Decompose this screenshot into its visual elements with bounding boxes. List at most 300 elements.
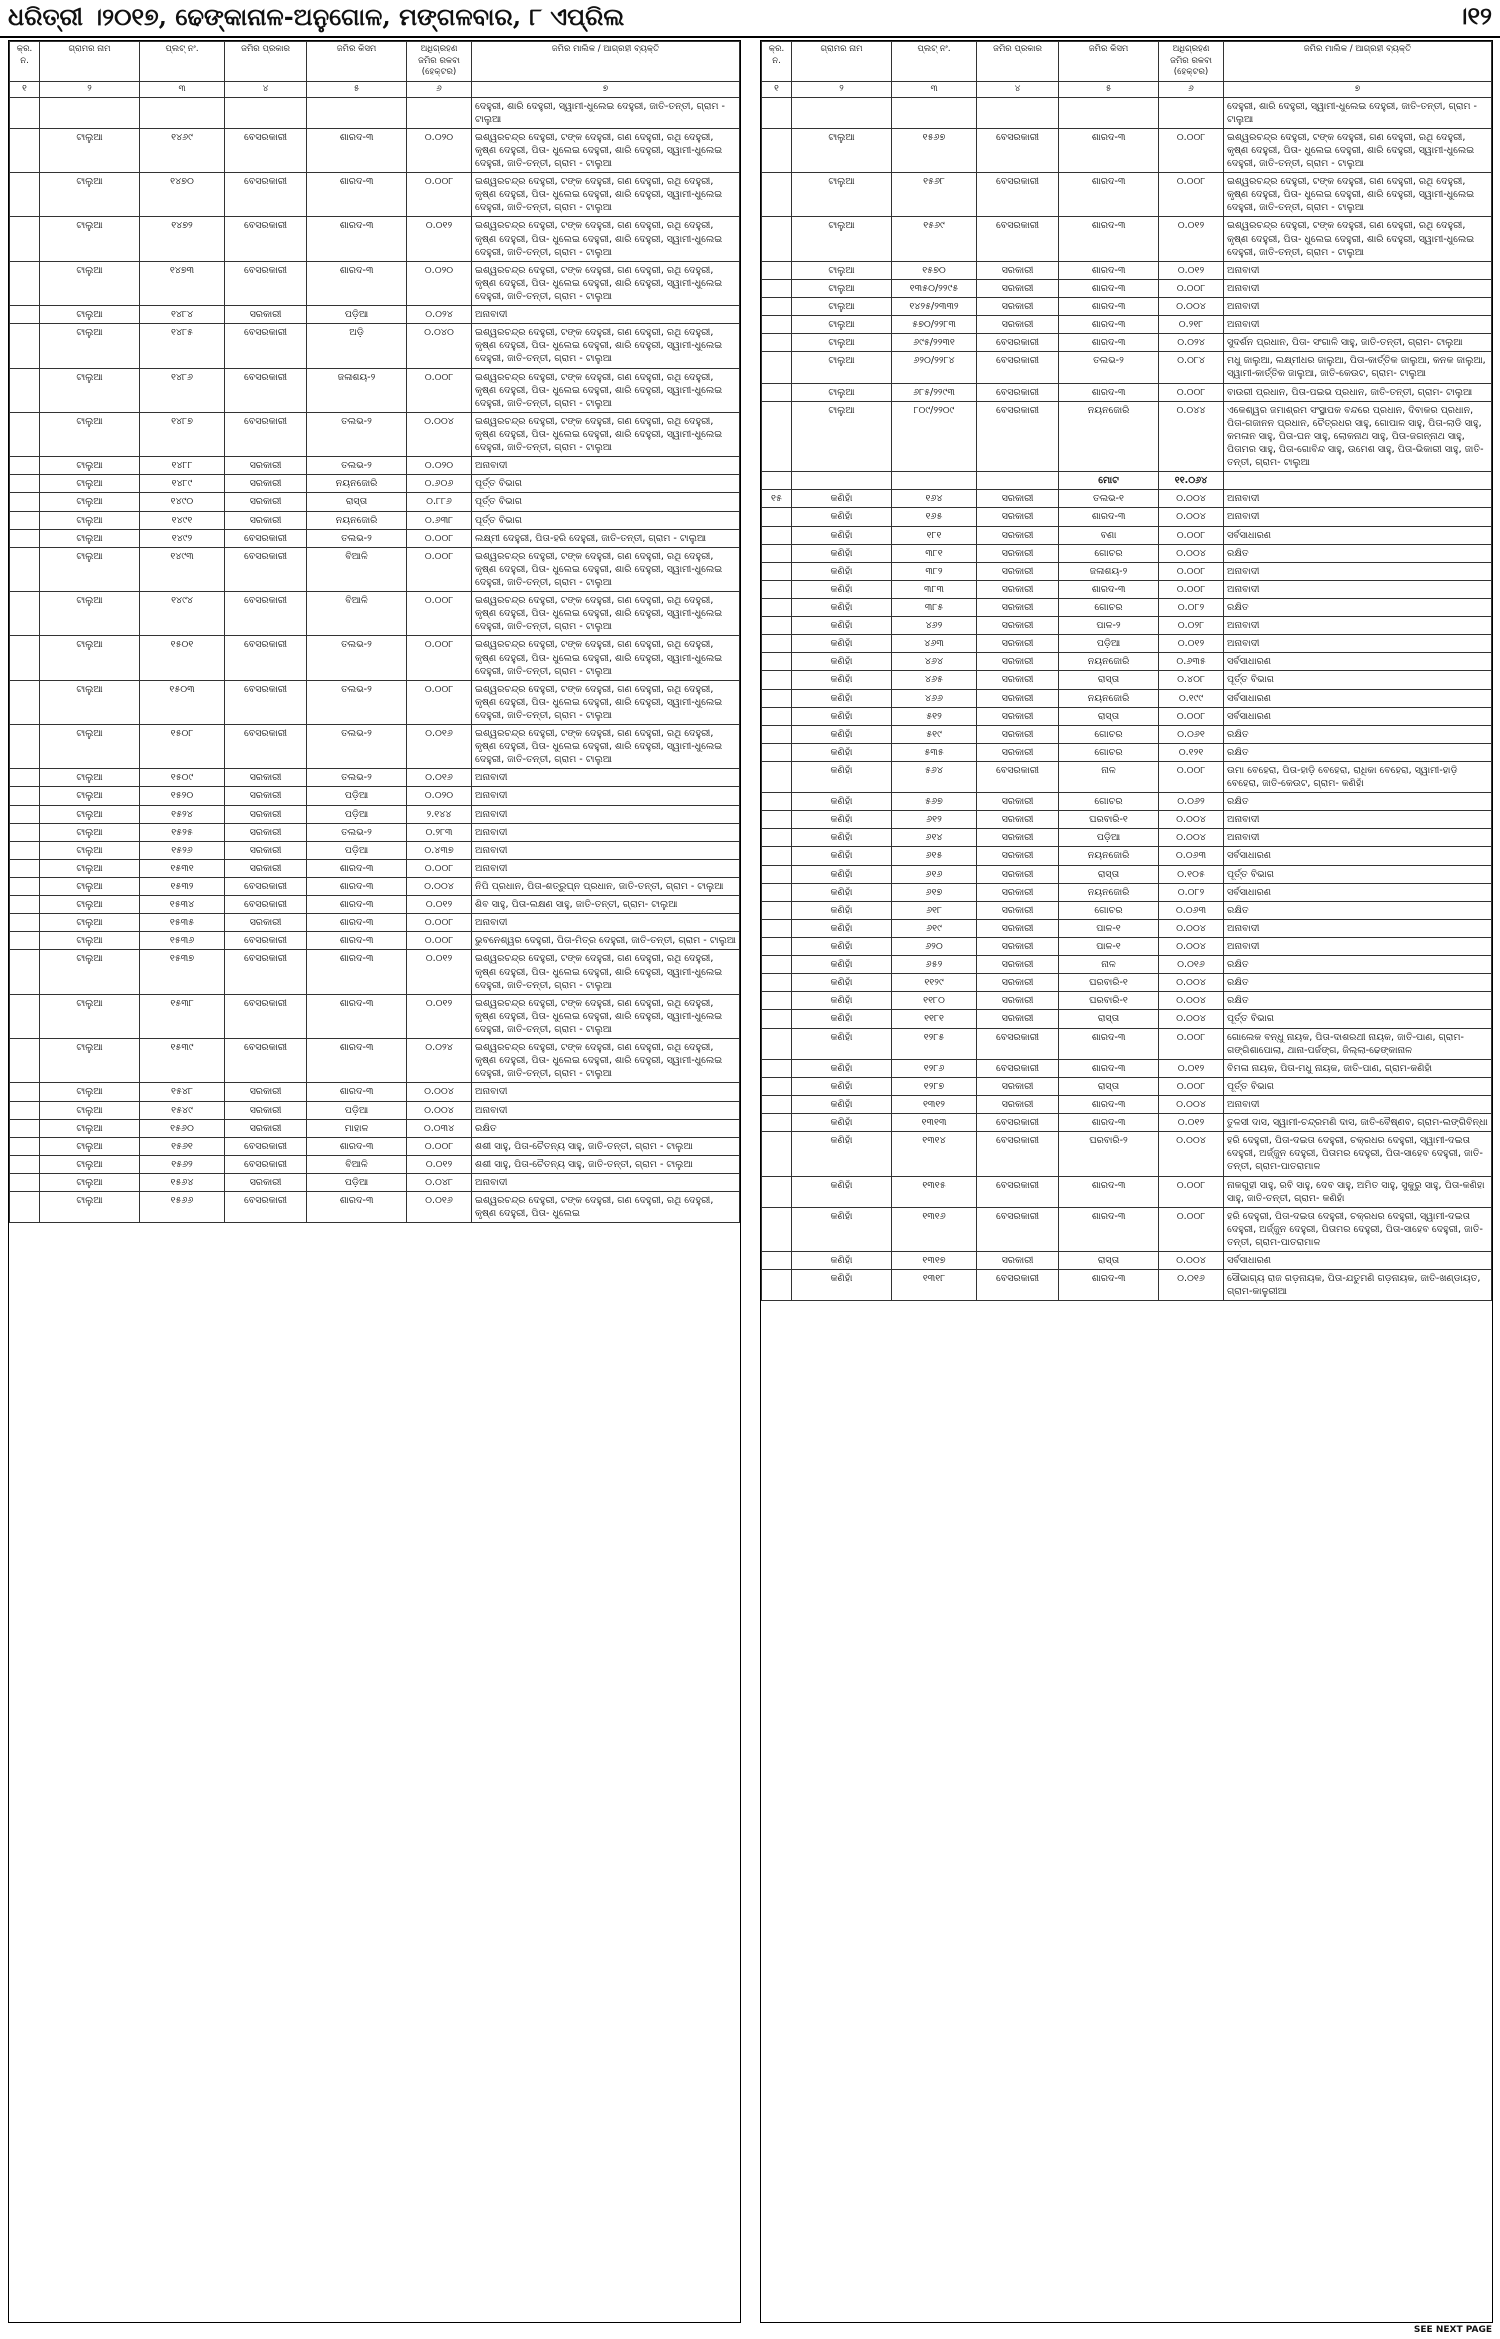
land-class-cell: ଶାରଦ-୩ bbox=[1059, 316, 1159, 334]
village-cell: ଟାଲୁଆ bbox=[792, 352, 892, 383]
plot-cell: ୧୩୫୦/୨୨୯୫ bbox=[892, 279, 977, 297]
land-class-cell: ଶାରଦ-୩ bbox=[1059, 1096, 1159, 1114]
land-class-cell: ଶାରଦ-୩ bbox=[307, 878, 407, 896]
land-type-cell bbox=[977, 97, 1059, 128]
owner-cell: ଦେହୁରୀ, ଶାରି ଦେହୁରୀ, ସ୍ୱାମୀ-ଧୁଲେଇ ଦେହୁରୀ, ଜାତି-ତନ୍ତୀ, ଗ୍ରାମ - ଟାଲୁଆ bbox=[1224, 97, 1492, 128]
total-row bbox=[762, 472, 1492, 490]
land-type-cell bbox=[977, 472, 1059, 490]
plot-cell: ୧୪୨୫/୨୩୩୨ bbox=[892, 297, 977, 315]
area-cell: ୦.୦୦୮ bbox=[407, 368, 472, 412]
serial-cell bbox=[10, 324, 40, 368]
table-row bbox=[10, 97, 740, 128]
plot-cell: ୧୪୮୬ bbox=[140, 368, 225, 412]
owner-cell: ଶଶୀ ସାହୁ, ପିତା-ଚୈତନ୍ୟ ସାହୁ, ଜାତି-ତନ୍ତୀ, ଗ୍ରାମ - ଟାଲୁଆ bbox=[472, 1137, 740, 1155]
table-row bbox=[10, 261, 740, 305]
serial-cell bbox=[10, 805, 40, 823]
area-cell: ୦.୦୦୪ bbox=[1159, 829, 1224, 847]
table-row bbox=[10, 841, 740, 859]
table-row bbox=[762, 635, 1492, 653]
column-number: ୫ bbox=[1059, 82, 1159, 97]
column-number: ୭ bbox=[472, 82, 740, 97]
land-class-cell: ଶାରଦ-୩ bbox=[307, 128, 407, 172]
plot-cell: ୬୧୪ bbox=[892, 829, 977, 847]
village-cell: ଟାଲୁଆ bbox=[40, 805, 140, 823]
village-cell: କଣିହାଁ bbox=[792, 1059, 892, 1077]
owner-cell: ପୂର୍ତ୍ତ ବିଭାଗ bbox=[472, 493, 740, 511]
village-cell: ଟାଲୁଆ bbox=[40, 1137, 140, 1155]
table-row bbox=[762, 653, 1492, 671]
land-type-cell: ବେସରକାରୀ bbox=[977, 1059, 1059, 1077]
table-row bbox=[762, 297, 1492, 315]
owner-cell: ଅନାବାଦୀ bbox=[1224, 617, 1492, 635]
serial-cell bbox=[10, 841, 40, 859]
land-table-left bbox=[9, 41, 740, 1223]
plot-cell: ୧୫୬୮ bbox=[892, 173, 977, 217]
column-number-row bbox=[10, 82, 740, 97]
land-type-cell: ବେସରକାରୀ bbox=[225, 896, 307, 914]
land-class-cell: ଶାରଦ-୩ bbox=[307, 994, 407, 1038]
area-cell: ୦.୦୧୬ bbox=[1159, 1270, 1224, 1301]
village-cell: କଣିହାଁ bbox=[792, 974, 892, 992]
serial-cell bbox=[762, 316, 792, 334]
village-cell: କଣିହାଁ bbox=[792, 992, 892, 1010]
land-type-cell: ବେସରକାରୀ bbox=[225, 932, 307, 950]
land-class-cell: ବଣା bbox=[1059, 526, 1159, 544]
land-class-cell: ଶାରଦ-୩ bbox=[1059, 1059, 1159, 1077]
plot-cell: ୧୪୮୯ bbox=[140, 475, 225, 493]
village-cell: ଟାଲୁଆ bbox=[40, 636, 140, 680]
plot-cell: ୧୪୮୭ bbox=[140, 412, 225, 456]
column-number: ୩ bbox=[140, 82, 225, 97]
land-class-cell: ଶାରଦ-୩ bbox=[307, 173, 407, 217]
area-cell: ୦.୦୦୮ bbox=[1159, 562, 1224, 580]
plot-cell: ୧୩୧୨ bbox=[892, 1096, 977, 1114]
village-cell: କଣିହାଁ bbox=[792, 1077, 892, 1095]
land-class-cell: ଶାରଦ-୩ bbox=[307, 217, 407, 261]
right-column bbox=[760, 40, 1493, 2323]
land-type-cell: ବେସରକାରୀ bbox=[225, 529, 307, 547]
area-cell: ୨.୧୪୪ bbox=[407, 805, 472, 823]
plot-cell: ୧୫୩୭ bbox=[140, 950, 225, 994]
owner-cell: ରକ୍ଷିତ bbox=[1224, 598, 1492, 616]
column-header: ଅଧିଗ୍ରହଣ ଜମିର ରକବା (ହେକ୍ଟର) bbox=[407, 42, 472, 82]
village-cell: ଟାଲୁଆ bbox=[40, 1083, 140, 1101]
land-type-cell: ସରକାରୀ bbox=[225, 1083, 307, 1101]
land-class-cell: ତଲଭ-୨ bbox=[307, 680, 407, 724]
page-number: ।୧୨ bbox=[1456, 2, 1492, 30]
column-number: ୫ bbox=[307, 82, 407, 97]
area-cell: ୦.୦୧୬ bbox=[407, 1192, 472, 1223]
serial-cell bbox=[10, 1119, 40, 1137]
land-class-cell: ଘରବାରି-୨ bbox=[1059, 1132, 1159, 1176]
serial-cell bbox=[10, 636, 40, 680]
land-class-cell: ପଡ଼ିଆ bbox=[307, 1101, 407, 1119]
village-cell: କଣିହାଁ bbox=[792, 490, 892, 508]
area-cell: ୦.୦୧୨ bbox=[1159, 261, 1224, 279]
land-class-cell: ଶାରଦ-୩ bbox=[1059, 508, 1159, 526]
serial-cell bbox=[10, 547, 40, 591]
land-type-cell: ବେସରକାରୀ bbox=[977, 401, 1059, 472]
village-cell: କଣିହାଁ bbox=[792, 617, 892, 635]
land-type-cell: ସରକାରୀ bbox=[977, 793, 1059, 811]
village-cell: କଣିହାଁ bbox=[792, 956, 892, 974]
table-row bbox=[10, 859, 740, 877]
land-table-right bbox=[761, 41, 1492, 1301]
area-cell: ୦.୦୦୮ bbox=[407, 173, 472, 217]
land-class-cell: ନାଳ bbox=[1059, 761, 1159, 792]
table-row bbox=[762, 1270, 1492, 1301]
serial-cell bbox=[762, 472, 792, 490]
serial-cell bbox=[762, 653, 792, 671]
area-cell: ୦.୦୨୮ bbox=[1159, 617, 1224, 635]
owner-cell: ଇଶ୍ୱରଚନ୍ଦ୍ର ଦେହୁରୀ, ଟଙ୍କ ଦେହୁରୀ, ଗଣ ଦେହୁରୀ, ରଥି ଦେହୁରୀ, କୃଷ୍ଣ ଦେହୁରୀ, ପିତା- ଧୁଲେଇ ଦେହୁରୀ, ଶାରି ଦେହୁରୀ, ସ୍ୱାମୀ-ଧୁଲେଇ ଦେହୁରୀ, ଜାତି-ତନ୍ତୀ, ଗ୍ରାମ - ଟାଲୁଆ bbox=[472, 994, 740, 1038]
plot-cell: ୫୭୦/୨୨୮୩ bbox=[892, 316, 977, 334]
area-cell: ୦.୦୦୮ bbox=[1159, 173, 1224, 217]
area-cell bbox=[1159, 97, 1224, 128]
table-row bbox=[10, 1174, 740, 1192]
area-cell: ୦.୦୨୦ bbox=[407, 128, 472, 172]
serial-cell bbox=[762, 261, 792, 279]
village-cell: ଟାଲୁଆ bbox=[40, 950, 140, 994]
plot-cell: ୫୧୨ bbox=[892, 707, 977, 725]
owner-cell: ପୂର୍ତ୍ତ ବିଭାଗ bbox=[1224, 865, 1492, 883]
village-cell: ଟାଲୁଆ bbox=[40, 725, 140, 769]
table-row bbox=[762, 1252, 1492, 1270]
area-cell: ୦.୬୩୫ bbox=[1159, 653, 1224, 671]
area-cell: ୦.୦୦୮ bbox=[407, 529, 472, 547]
column-number: ୬ bbox=[1159, 82, 1224, 97]
serial-cell bbox=[762, 217, 792, 261]
table-row bbox=[10, 1155, 740, 1173]
area-cell: ୦.୦୧୨ bbox=[407, 994, 472, 1038]
land-type-cell: ସରକାରୀ bbox=[225, 457, 307, 475]
land-class-cell bbox=[1059, 97, 1159, 128]
village-cell bbox=[792, 472, 892, 490]
village-cell: ଟାଲୁଆ bbox=[40, 859, 140, 877]
column-header: ଗ୍ରାମର ନାମ bbox=[792, 42, 892, 82]
table-row bbox=[10, 306, 740, 324]
land-type-cell: ସରକାରୀ bbox=[977, 992, 1059, 1010]
village-cell: କଣିହାଁ bbox=[792, 1010, 892, 1028]
area-cell: ୦.୦୦୮ bbox=[1159, 128, 1224, 172]
area-cell: ୦.୦୬୩ bbox=[1159, 847, 1224, 865]
land-class-cell: ଶାରଦ-୩ bbox=[1059, 261, 1159, 279]
plot-cell: ୧୬୫ bbox=[892, 508, 977, 526]
owner-cell: ତୁଳସୀ ଦାସ, ସ୍ୱାମୀ-ଚନ୍ଦ୍ରମଣି ଦାସ, ଜାତି-ବୈଷ୍ଣବ, ଗ୍ରାମ-ଲଙ୍ଗିବିନ୍ଧା bbox=[1224, 1114, 1492, 1132]
serial-cell bbox=[10, 128, 40, 172]
serial-cell bbox=[762, 761, 792, 792]
land-class-cell: ଘରବାରି-୧ bbox=[1059, 992, 1159, 1010]
table-row bbox=[10, 823, 740, 841]
land-type-cell: ବେସରକାରୀ bbox=[225, 878, 307, 896]
land-class-cell: ଶାରଦ-୩ bbox=[1059, 1176, 1159, 1207]
land-type-cell: ସରକାରୀ bbox=[225, 493, 307, 511]
village-cell: ଟାଲୁଆ bbox=[40, 878, 140, 896]
serial-cell bbox=[762, 974, 792, 992]
land-type-cell: ବେସରକାରୀ bbox=[225, 680, 307, 724]
area-cell: ୦.୦୦୪ bbox=[1159, 1252, 1224, 1270]
village-cell: ଟାଲୁଆ bbox=[40, 823, 140, 841]
land-type-cell: ସରକାରୀ bbox=[225, 1101, 307, 1119]
table-row bbox=[10, 412, 740, 456]
land-class-cell: ଶାରଦ-୩ bbox=[1059, 173, 1159, 217]
land-type-cell: ବେସରକାରୀ bbox=[977, 1207, 1059, 1251]
plot-cell: ୧୫୩୬ bbox=[140, 932, 225, 950]
land-type-cell: ବେସରକାରୀ bbox=[977, 761, 1059, 792]
land-class-cell: ପାଳ-୧ bbox=[1059, 938, 1159, 956]
land-class-cell: ନାଳ bbox=[1059, 956, 1159, 974]
area-cell: ୦.୦୦୮ bbox=[407, 547, 472, 591]
table-row bbox=[10, 217, 740, 261]
serial-cell bbox=[762, 743, 792, 761]
owner-cell: ଇଶ୍ୱରଚନ୍ଦ୍ର ଦେହୁରୀ, ଟଙ୍କ ଦେହୁରୀ, ଗଣ ଦେହୁରୀ, ରଥି ଦେହୁରୀ, କୃଷ୍ଣ ଦେହୁରୀ, ପିତା- ଧୁଲେଇ ଦେହୁରୀ, ଶାରି ଦେହୁରୀ, ସ୍ୱାମୀ-ଧୁଲେଇ ଦେହୁରୀ, ଜାତି-ତନ୍ତୀ, ଗ୍ରାମ - ଟାଲୁଆ bbox=[472, 261, 740, 305]
serial-cell bbox=[762, 1114, 792, 1132]
serial-cell bbox=[762, 1270, 792, 1301]
owner-cell: ଅନାବାଦୀ bbox=[1224, 1096, 1492, 1114]
land-type-cell: ବେସରକାରୀ bbox=[225, 547, 307, 591]
table-row bbox=[762, 974, 1492, 992]
area-cell: ୦.୦୪୪ bbox=[1159, 401, 1224, 472]
village-cell: ଟାଲୁଆ bbox=[40, 1174, 140, 1192]
land-type-cell: ସରକାରୀ bbox=[225, 475, 307, 493]
serial-cell bbox=[762, 992, 792, 1010]
owner-cell: ଅନାବାଦୀ bbox=[472, 823, 740, 841]
table-row bbox=[10, 547, 740, 591]
owner-cell: ଅନାବାଦୀ bbox=[1224, 297, 1492, 315]
village-cell: ଟାଲୁଆ bbox=[40, 475, 140, 493]
land-class-cell: ଶାରଦ-୩ bbox=[1059, 128, 1159, 172]
table-row bbox=[762, 526, 1492, 544]
village-cell: କଣିହାଁ bbox=[792, 1207, 892, 1251]
owner-cell: ଇଶ୍ୱରଚନ୍ଦ୍ର ଦେହୁରୀ, ଟଙ୍କ ଦେହୁରୀ, ଗଣ ଦେହୁରୀ, ରଥି ଦେହୁରୀ, କୃଷ୍ଣ ଦେହୁରୀ, ପିତା- ଧୁଲେଇ ଦେହୁରୀ, ଶାରି ଦେହୁରୀ, ସ୍ୱାମୀ-ଧୁଲେଇ ଦେହୁରୀ, ଜାତି-ତନ୍ତୀ, ଗ୍ରାମ - ଟାଲୁଆ bbox=[472, 173, 740, 217]
village-cell: ଟାଲୁଆ bbox=[40, 324, 140, 368]
serial-cell bbox=[762, 352, 792, 383]
owner-cell: ସୁଦର୍ଶନ ପ୍ରଧାନ, ପିତା- ସଂଗାଳି ସାହୁ, ଜାତି-ତନ୍ତୀ, ଗ୍ରାମ- ଟାଲୁଆ bbox=[1224, 334, 1492, 352]
owner-cell: ସର୍ବସାଧାରଣ bbox=[1224, 707, 1492, 725]
plot-cell: ୪୬୩ bbox=[892, 635, 977, 653]
table-row bbox=[10, 1119, 740, 1137]
masthead: ଧରିତ୍ରୀ ।୨୦୧୭, ଢେଙ୍କାନାଳ-ଅନୁଗୋଳ, ମଙ୍ଗଳବାର, ୮ ଏପ୍ରିଲ bbox=[8, 2, 625, 31]
land-type-cell: ବେସରକାରୀ bbox=[225, 324, 307, 368]
serial-cell bbox=[762, 401, 792, 472]
village-cell: ଟାଲୁଆ bbox=[792, 334, 892, 352]
area-cell: ୦.୦୦୪ bbox=[1159, 938, 1224, 956]
owner-cell: ଅନାବାଦୀ bbox=[1224, 490, 1492, 508]
column-header: ଜମିର ପ୍ରକାର bbox=[977, 42, 1059, 82]
table-row bbox=[762, 743, 1492, 761]
owner-cell: ଇଶ୍ୱରଚନ୍ଦ୍ର ଦେହୁରୀ, ଟଙ୍କ ଦେହୁରୀ, ଗଣ ଦେହୁରୀ, ରଥି ଦେହୁରୀ, କୃଷ୍ଣ ଦେହୁରୀ, ପିତା- ଧୁଲେଇ ଦେହୁରୀ, ଶାରି ଦେହୁରୀ, ସ୍ୱାମୀ-ଧୁଲେଇ ଦେହୁରୀ, ଜାତି-ତନ୍ତୀ, ଗ୍ରାମ - ଟାଲୁଆ bbox=[472, 636, 740, 680]
area-cell: ୦.୦୦୮ bbox=[1159, 1028, 1224, 1059]
serial-cell bbox=[10, 1155, 40, 1173]
table-row bbox=[10, 1101, 740, 1119]
land-class-cell: ଶାରଦ-୩ bbox=[307, 261, 407, 305]
land-class-cell: ନୟନଜୋରି bbox=[1059, 689, 1159, 707]
serial-cell bbox=[10, 859, 40, 877]
land-type-cell: ସରକାରୀ bbox=[225, 769, 307, 787]
land-class-cell: ଶାରଦ-୩ bbox=[1059, 580, 1159, 598]
plot-cell: ୧୫୬୭ bbox=[892, 128, 977, 172]
owner-cell: ହରି ଦେହୁରୀ, ପିତା-ଦଇତା ଦେହୁରୀ, ଚକ୍ରଧର ଦେହୁରୀ, ସ୍ୱାମୀ-ଦଇତା ଦେହୁରୀ, ଅର୍ଜ୍ଜୁନ ଦେହୁରୀ, ପିତାମର ଦେହୁରୀ, ପିତା-ସାହେବ ଦେହୁରୀ, ଜାତି-ତନ୍ତୀ, ଗ୍ରାମ-ପାତରାମାଳ bbox=[1224, 1132, 1492, 1176]
area-cell: ୦.୦୦୮ bbox=[1159, 526, 1224, 544]
plot-cell: ୧୫୪୮ bbox=[140, 1083, 225, 1101]
owner-cell: ଅନାବାଦୀ bbox=[1224, 580, 1492, 598]
serial-cell bbox=[10, 511, 40, 529]
area-cell: ୦.୦୨୪ bbox=[1159, 334, 1224, 352]
village-cell: କଣିହାଁ bbox=[792, 1114, 892, 1132]
table-row bbox=[762, 173, 1492, 217]
serial-cell bbox=[762, 1252, 792, 1270]
owner-cell: ଉମା ବେହେରା, ପିତା-ହାଡ଼ି ବେହେରା, ରାଧିକା ବେହେରା, ସ୍ୱାମୀ-ହାଡ଼ି ବେହେରା, ଜାତି-କେଉଟ, ଗ୍ରାମ- କଣିହାଁ bbox=[1224, 761, 1492, 792]
plot-cell: ୧୩୧୬ bbox=[892, 1207, 977, 1251]
land-class-cell: ଅଡ଼ି bbox=[307, 324, 407, 368]
land-type-cell: ସରକାରୀ bbox=[977, 297, 1059, 315]
land-type-cell: ବେସରକାରୀ bbox=[977, 1028, 1059, 1059]
table-row bbox=[10, 878, 740, 896]
table-row bbox=[10, 324, 740, 368]
plot-cell: ୧୧୮୦ bbox=[892, 992, 977, 1010]
area-cell: ୦.୦୧୨ bbox=[1159, 635, 1224, 653]
land-class-cell: ବିଆଳି bbox=[307, 547, 407, 591]
land-type-cell: ବେସରକାରୀ bbox=[977, 383, 1059, 401]
table-row bbox=[762, 689, 1492, 707]
area-cell: ୦.୦୦୮ bbox=[407, 592, 472, 636]
column-header: ଜମିର ମାଲିକ / ଆଗ୍ରହୀ ବ୍ୟକ୍ତି bbox=[472, 42, 740, 82]
village-cell: ଟାଲୁଆ bbox=[792, 401, 892, 472]
column-number: ୩ bbox=[892, 82, 977, 97]
land-class-cell: ତଲଭ-୨ bbox=[307, 769, 407, 787]
land-type-cell: ବେସରକାରୀ bbox=[225, 368, 307, 412]
land-type-cell: ସରକାରୀ bbox=[977, 1096, 1059, 1114]
table-row bbox=[762, 383, 1492, 401]
plot-cell: ୫୧୯ bbox=[892, 725, 977, 743]
land-class-cell: ଶାରଦ-୩ bbox=[307, 1083, 407, 1101]
land-type-cell: ସରକାରୀ bbox=[225, 823, 307, 841]
land-type-cell: ସରକାରୀ bbox=[225, 1174, 307, 1192]
table-row bbox=[762, 401, 1492, 472]
village-cell: କଣିହାଁ bbox=[792, 707, 892, 725]
plot-cell: ୧୫୦୯ bbox=[140, 769, 225, 787]
owner-cell: ଅନାବାଦୀ bbox=[472, 1083, 740, 1101]
land-type-cell: ବେସରକାରୀ bbox=[225, 636, 307, 680]
serial-cell bbox=[762, 97, 792, 128]
land-type-cell: ବେସରକାରୀ bbox=[977, 352, 1059, 383]
owner-cell: ରକ୍ଷିତ bbox=[1224, 901, 1492, 919]
serial-cell bbox=[762, 635, 792, 653]
land-class-cell: ପଡ଼ିଆ bbox=[307, 787, 407, 805]
table-row bbox=[10, 725, 740, 769]
land-type-cell: ବେସରକାରୀ bbox=[977, 1176, 1059, 1207]
table-row bbox=[762, 811, 1492, 829]
land-type-cell: ସରକାରୀ bbox=[225, 1119, 307, 1137]
table-row bbox=[762, 1176, 1492, 1207]
land-type-cell: ସରକାରୀ bbox=[977, 1252, 1059, 1270]
village-cell: ଟାଲୁଆ bbox=[40, 896, 140, 914]
owner-cell: ରକ୍ଷିତ bbox=[1224, 992, 1492, 1010]
plot-cell: ୪୬୫ bbox=[892, 671, 977, 689]
plot-cell: ୧୩୧୫ bbox=[892, 1176, 977, 1207]
serial-cell bbox=[10, 306, 40, 324]
area-cell: ୦.୧୨୧ bbox=[1159, 743, 1224, 761]
village-cell: କଣିହାଁ bbox=[792, 689, 892, 707]
table-row bbox=[10, 787, 740, 805]
serial-cell bbox=[10, 1137, 40, 1155]
plot-cell: ୧୪୭୩ bbox=[140, 261, 225, 305]
land-type-cell: ବେସରକାରୀ bbox=[225, 592, 307, 636]
owner-cell: ଇଶ୍ୱରଚନ୍ଦ୍ର ଦେହୁରୀ, ଟଙ୍କ ଦେହୁରୀ, ଗଣ ଦେହୁରୀ, ରଥି ଦେହୁରୀ, କୃଷ୍ଣ ଦେହୁରୀ, ପିତା- ଧୁଲେଇ ଦେହୁରୀ, ଶାରି ଦେହୁରୀ, ସ୍ୱାମୀ-ଧୁଲେଇ ଦେହୁରୀ, ଜାତି-ତନ୍ତୀ, ଗ୍ରାମ - ଟାଲୁଆ bbox=[472, 725, 740, 769]
plot-cell: ୧୪୭୨ bbox=[140, 217, 225, 261]
plot-cell: ୧୫୩୯ bbox=[140, 1039, 225, 1083]
table-row bbox=[762, 901, 1492, 919]
village-cell: କଣିହାଁ bbox=[792, 1270, 892, 1301]
land-class-cell: ଗୋଚର bbox=[1059, 544, 1159, 562]
table-row bbox=[762, 956, 1492, 974]
serial-cell bbox=[762, 1096, 792, 1114]
land-type-cell: ବେସରକାରୀ bbox=[225, 725, 307, 769]
area-cell: ୦.୦୦୪ bbox=[407, 412, 472, 456]
serial-cell bbox=[10, 932, 40, 950]
table-row bbox=[762, 992, 1492, 1010]
table-row bbox=[762, 1207, 1492, 1251]
land-type-cell: ସରକାରୀ bbox=[977, 956, 1059, 974]
area-cell: ୦.୦୬୩ bbox=[1159, 901, 1224, 919]
land-type-cell: ବେସରକାରୀ bbox=[225, 128, 307, 172]
owner-cell: ଅନାବାଦୀ bbox=[1224, 635, 1492, 653]
village-cell: କଣିହାଁ bbox=[792, 508, 892, 526]
owner-cell: ଅନାବାଦୀ bbox=[472, 1101, 740, 1119]
land-class-cell: ତଲଭ-୨ bbox=[307, 823, 407, 841]
table-row bbox=[10, 896, 740, 914]
area-cell: ୦.୦୦୪ bbox=[407, 1083, 472, 1101]
plot-cell: ୧୪୭୦ bbox=[140, 173, 225, 217]
land-type-cell: ସରକାରୀ bbox=[225, 859, 307, 877]
owner-cell: ଅନାବାଦୀ bbox=[1224, 261, 1492, 279]
area-cell: ୦.୦୦୪ bbox=[1159, 508, 1224, 526]
village-cell: କଣିହାଁ bbox=[792, 761, 892, 792]
area-cell: ୦.୦୦୪ bbox=[1159, 1010, 1224, 1028]
serial-cell bbox=[10, 261, 40, 305]
land-type-cell: ସରକାରୀ bbox=[977, 544, 1059, 562]
land-class-cell: ବିଆଳି bbox=[307, 1155, 407, 1173]
land-class-cell: ନୟନଜୋରି bbox=[1059, 401, 1159, 472]
plot-cell: ୧୫୨୬ bbox=[140, 841, 225, 859]
see-next-page-note: SEE NEXT PAGE bbox=[1413, 2325, 1492, 2335]
owner-cell: ଅନାବାଦୀ bbox=[1224, 829, 1492, 847]
page-header bbox=[0, 0, 1500, 38]
land-type-cell: ବେସରକାରୀ bbox=[225, 412, 307, 456]
land-class-cell: ଶାରଦ-୩ bbox=[307, 914, 407, 932]
village-cell: କଣିହାଁ bbox=[792, 811, 892, 829]
plot-cell: ୬୮୫/୨୨୯୩ bbox=[892, 383, 977, 401]
table-header-row bbox=[10, 42, 740, 82]
owner-cell: ପୂର୍ତ୍ତ ବିଭାଗ bbox=[1224, 671, 1492, 689]
area-cell: ୦.୮୮୬ bbox=[407, 493, 472, 511]
serial-cell bbox=[762, 128, 792, 172]
column-number: ୨ bbox=[792, 82, 892, 97]
area-cell: ୦.୧୦୫ bbox=[1159, 865, 1224, 883]
land-class-cell: ପାଳ-୧ bbox=[1059, 919, 1159, 937]
table-row bbox=[762, 217, 1492, 261]
plot-cell: ୧୪୮୪ bbox=[140, 306, 225, 324]
serial-cell bbox=[10, 1101, 40, 1119]
table-row bbox=[762, 279, 1492, 297]
serial-cell bbox=[762, 508, 792, 526]
table-row bbox=[762, 562, 1492, 580]
table-row bbox=[762, 1132, 1492, 1176]
column-header: ଜମିର ମାଲିକ / ଆଗ୍ରହୀ ବ୍ୟକ୍ତି bbox=[1224, 42, 1492, 82]
area-cell: ୦.୦୧୨ bbox=[407, 217, 472, 261]
land-type-cell: ବେସରକାରୀ bbox=[225, 217, 307, 261]
serial-cell bbox=[762, 707, 792, 725]
